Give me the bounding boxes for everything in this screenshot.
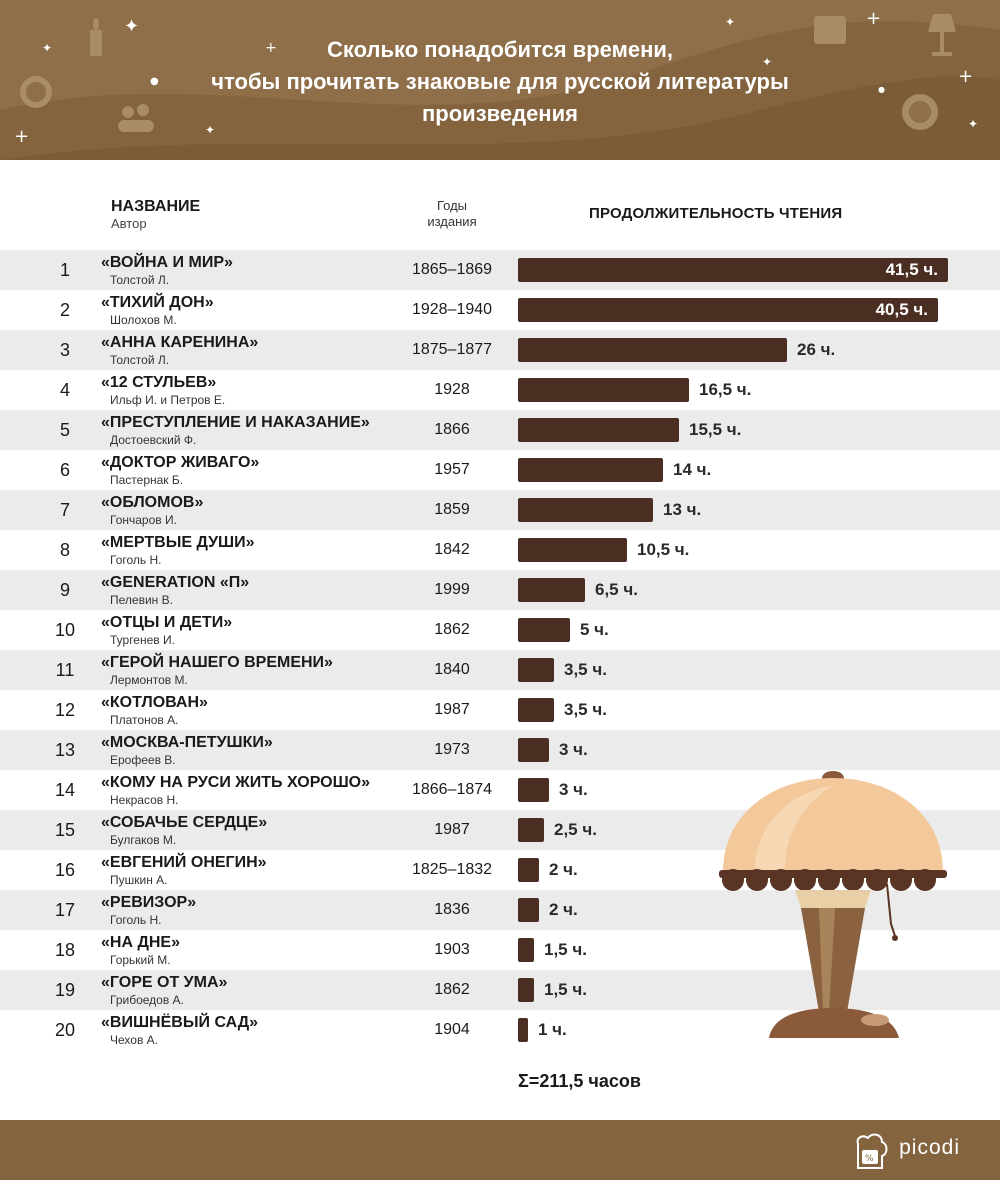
duration-bar — [518, 458, 663, 482]
publication-years: 1928 — [434, 381, 470, 398]
book-title: «ПРЕСТУПЛЕНИЕ И НАКАЗАНИЕ» — [101, 414, 370, 431]
book-author: Пушкин А. — [110, 873, 168, 887]
duration-bar — [518, 858, 539, 882]
book-title: «КОМУ НА РУСИ ЖИТЬ ХОРОШО» — [101, 774, 371, 791]
book-author: Булгаков М. — [110, 833, 177, 847]
duration-value-label: 3 ч. — [559, 780, 588, 799]
publication-years: 1842 — [434, 541, 470, 558]
svg-text:✦: ✦ — [42, 41, 53, 55]
book-author: Платонов А. — [110, 713, 179, 727]
svg-text:+: + — [866, 8, 882, 29]
table-row — [0, 570, 1000, 610]
duration-bar — [518, 738, 549, 762]
svg-text:%: % — [865, 1154, 874, 1164]
book-title: «GENERATION «П» — [101, 574, 250, 591]
rank-number: 6 — [59, 460, 70, 480]
duration-bar — [518, 978, 534, 1002]
book-title: «ОТЦЫ И ДЕТИ» — [101, 614, 233, 631]
duration-value-label: 16,5 ч. — [699, 380, 752, 399]
title-line-2: чтобы прочитать знаковые для русской литературы — [211, 69, 789, 94]
book-title: «ЕВГЕНИЙ ОНЕГИН» — [101, 854, 267, 871]
column-header-years — [402, 198, 502, 230]
duration-value-label: 3,5 ч. — [564, 660, 607, 679]
book-title: «НА ДНЕ» — [101, 934, 180, 951]
table-row — [0, 690, 1000, 730]
book-author: Ерофеев В. — [110, 753, 176, 767]
svg-text:●: ● — [150, 76, 159, 87]
book-author: Гоголь Н. — [110, 553, 162, 567]
book-title: «МЕРТВЫЕ ДУШИ» — [101, 534, 255, 551]
duration-value-label: 1,5 ч. — [544, 980, 587, 999]
publication-years: 1862 — [434, 981, 470, 998]
rank-number: 13 — [54, 740, 76, 760]
rank-number: 1 — [59, 260, 70, 280]
duration-value-label: 15,5 ч. — [689, 420, 742, 439]
duration-bar — [518, 658, 554, 682]
book-title: «АННА КАРЕНИНА» — [101, 334, 259, 351]
svg-text:✦: ✦ — [762, 55, 773, 69]
table-row — [0, 450, 1000, 490]
book-title: «ДОКТОР ЖИВАГО» — [101, 454, 260, 471]
duration-bar — [518, 578, 585, 602]
svg-text:✦: ✦ — [968, 117, 979, 131]
table-row — [0, 370, 1000, 410]
duration-bar — [518, 498, 653, 522]
publication-years: 1928–1940 — [411, 301, 493, 318]
rank-number: 18 — [54, 940, 76, 960]
book-author: Достоевский Ф. — [110, 433, 197, 447]
book-author: Грибоедов А. — [110, 993, 184, 1007]
table-row — [0, 330, 1000, 370]
book-title: «ТИХИЙ ДОН» — [101, 294, 214, 311]
book-title: «ОБЛОМОВ» — [101, 494, 204, 511]
rank-number: 10 — [54, 620, 76, 640]
publication-years: 1999 — [434, 581, 470, 598]
publication-years: 1859 — [434, 501, 470, 518]
duration-value-label: 41,5 ч. — [885, 260, 938, 279]
rank-number: 16 — [54, 860, 76, 880]
duration-value-label: 6,5 ч. — [595, 580, 638, 599]
duration-value-label: 26 ч. — [797, 340, 836, 359]
duration-bar — [518, 258, 948, 282]
book-author: Толстой Л. — [110, 353, 170, 367]
book-author: Гоголь Н. — [110, 913, 162, 927]
total-hours: Σ=211,5 часов — [518, 1071, 641, 1091]
table-row — [0, 610, 1000, 650]
rank-number: 5 — [59, 420, 70, 440]
book-author: Чехов А. — [110, 1033, 158, 1047]
table-row — [0, 250, 1000, 290]
duration-bar — [518, 898, 539, 922]
column-header-author: Автор — [111, 216, 147, 231]
duration-bar — [518, 378, 689, 402]
duration-value-label: 1,5 ч. — [544, 940, 587, 959]
book-author: Тургенев И. — [110, 633, 175, 647]
duration-bar — [518, 938, 534, 962]
publication-years: 1903 — [434, 941, 470, 958]
chart-title — [0, 34, 1000, 130]
publication-years: 1865–1869 — [411, 261, 493, 278]
brand-name: picodi — [899, 1136, 960, 1159]
book-author: Некрасов Н. — [110, 793, 179, 807]
publication-years: 1875–1877 — [411, 341, 493, 358]
rank-number: 17 — [54, 900, 76, 920]
duration-bar — [518, 778, 549, 802]
svg-text:✦: ✦ — [124, 16, 140, 37]
publication-years: 1836 — [434, 901, 470, 918]
duration-bar — [518, 818, 544, 842]
publication-years: 1866–1874 — [411, 781, 493, 798]
publication-years: 1840 — [434, 661, 470, 678]
publication-years: 1862 — [434, 621, 470, 638]
book-title: «ГОРЕ ОТ УМА» — [101, 974, 228, 991]
rank-number: 3 — [59, 340, 70, 360]
table-lamp-illustration — [715, 762, 955, 1052]
publication-years: 1973 — [434, 741, 470, 758]
title-line-1: Сколько понадобится времени, — [326, 37, 674, 62]
duration-value-label: 2 ч. — [549, 900, 578, 919]
book-author: Пелевин В. — [110, 593, 173, 607]
header-banner — [0, 0, 1000, 160]
rank-number: 2 — [59, 300, 70, 320]
publication-years: 1904 — [434, 1021, 470, 1038]
rank-number: 19 — [54, 980, 76, 1000]
svg-text:+: + — [958, 66, 974, 87]
book-title: «МОСКВА-ПЕТУШКИ» — [101, 734, 273, 751]
svg-text:✦: ✦ — [725, 15, 736, 29]
rank-number: 14 — [54, 780, 76, 800]
table-row — [0, 530, 1000, 570]
duration-value-label: 13 ч. — [663, 500, 702, 519]
duration-value-label: 1 ч. — [538, 1020, 567, 1039]
svg-text:+: + — [14, 126, 30, 147]
book-author: Гончаров И. — [110, 513, 177, 527]
book-title: «12 СТУЛЬЕВ» — [101, 374, 217, 391]
book-title: «КОТЛОВАН» — [101, 694, 208, 711]
rank-number: 9 — [59, 580, 70, 600]
title-line-3: произведения — [422, 101, 578, 126]
duration-bar — [518, 1018, 528, 1042]
publication-years: 1957 — [434, 461, 470, 478]
rank-number: 4 — [59, 380, 70, 400]
column-header-duration: ПРОДОЛЖИТЕЛЬНОСТЬ ЧТЕНИЯ — [589, 205, 843, 222]
publication-years: 1987 — [434, 701, 470, 718]
rank-number: 7 — [59, 500, 70, 520]
book-author: Толстой Л. — [110, 273, 170, 287]
duration-value-label: 40,5 ч. — [875, 300, 928, 319]
book-title: «РЕВИЗОР» — [101, 894, 197, 911]
picodi-logo-icon — [850, 1130, 890, 1174]
rank-number: 20 — [54, 1020, 76, 1040]
duration-bar — [518, 618, 570, 642]
rank-number: 12 — [54, 700, 76, 720]
column-header-name: НАЗВАНИЕ — [111, 198, 201, 215]
duration-value-label: 2 ч. — [549, 860, 578, 879]
table-row — [0, 490, 1000, 530]
duration-bar — [518, 538, 627, 562]
svg-text:+: + — [265, 40, 277, 56]
duration-value-label: 14 ч. — [673, 460, 712, 479]
table-row — [0, 410, 1000, 450]
duration-value-label: 3,5 ч. — [564, 700, 607, 719]
column-header-years-line-1: Годы — [436, 198, 468, 213]
book-author: Шолохов М. — [110, 313, 177, 327]
rank-number: 8 — [59, 540, 70, 560]
publication-years: 1825–1832 — [411, 861, 493, 878]
book-author: Пастернак Б. — [110, 473, 184, 487]
svg-text:●: ● — [878, 85, 885, 94]
rank-number: 11 — [55, 660, 75, 680]
duration-bar — [518, 338, 787, 362]
duration-value-label: 3 ч. — [559, 740, 588, 759]
publication-years: 1866 — [434, 421, 470, 438]
svg-text:✦: ✦ — [205, 123, 216, 137]
rank-number: 15 — [54, 820, 76, 840]
publication-years: 1987 — [434, 821, 470, 838]
duration-value-label: 10,5 ч. — [637, 540, 690, 559]
duration-bar — [518, 418, 679, 442]
book-author: Ильф И. и Петров Е. — [110, 393, 226, 407]
book-author: Горький М. — [110, 953, 171, 967]
table-row — [0, 290, 1000, 330]
duration-value-label: 2,5 ч. — [554, 820, 597, 839]
book-title: «ГЕРОЙ НАШЕГО ВРЕМЕНИ» — [101, 654, 333, 671]
book-title: «ВИШНЁВЫЙ САД» — [101, 1014, 259, 1031]
book-author: Лермонтов М. — [110, 673, 188, 687]
book-title: «ВОЙНА И МИР» — [101, 254, 233, 271]
table-row — [0, 650, 1000, 690]
book-title: «СОБАЧЬЕ СЕРДЦЕ» — [101, 814, 268, 831]
duration-bar — [518, 698, 554, 722]
duration-value-label: 5 ч. — [580, 620, 609, 639]
column-header-years-line-2: издания — [427, 214, 477, 229]
